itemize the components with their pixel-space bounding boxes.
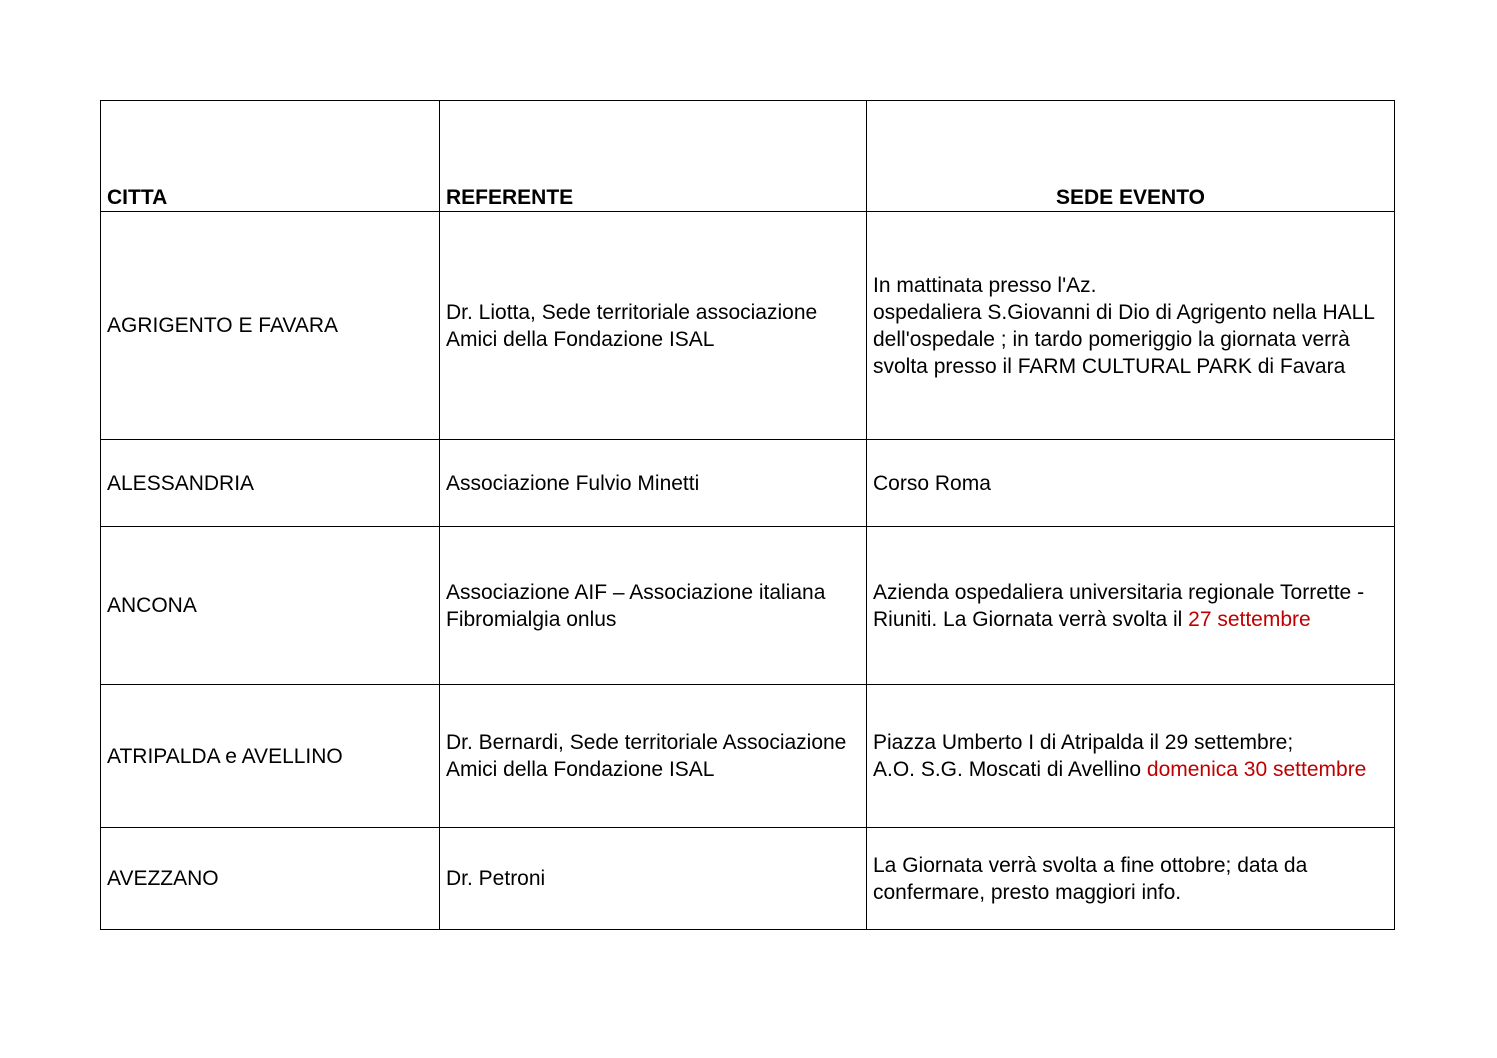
sede-text: A.O. S.G. Moscati di Avellino	[873, 758, 1147, 781]
header-citta: CITTA	[101, 101, 440, 212]
cell-referente: Dr. Petroni	[440, 828, 867, 930]
sede-line: In mattinata presso l'Az.	[873, 273, 1097, 297]
table-header-row	[101, 101, 1395, 212]
sede-line: Piazza Umberto I di Atripalda il 29 settembre;	[873, 731, 1294, 754]
cell-sede-evento	[867, 527, 1395, 685]
sede-text: Azienda ospedaliera universitaria regionale Torrette - Riuniti. La Giornata verrà svolta il	[873, 580, 1365, 631]
cell-sede-evento	[867, 212, 1395, 440]
sede-date-highlight: 27 settembre	[1188, 607, 1311, 631]
cell-sede-evento: Corso Roma	[867, 440, 1395, 527]
header-referente: REFERENTE	[440, 101, 867, 212]
table-row	[101, 440, 1395, 527]
cell-referente: Associazione AIF – Associazione italiana Fibromialgia onlus	[440, 527, 867, 685]
cell-citta: AVEZZANO	[101, 828, 440, 930]
cell-citta: ANCONA	[101, 527, 440, 685]
cell-referente: Dr. Bernardi, Sede territoriale Associazione Amici della Fondazione ISAL	[440, 685, 867, 828]
cell-citta: AGRIGENTO E FAVARA	[101, 212, 440, 440]
table-row	[101, 828, 1395, 930]
header-sede-evento: SEDE EVENTO	[867, 101, 1395, 212]
events-table	[100, 100, 1395, 930]
cell-sede-evento: La Giornata verrà svolta a fine ottobre; data da confermare, presto maggiori info.	[867, 828, 1395, 930]
cell-referente: Associazione Fulvio Minetti	[440, 440, 867, 527]
sede-date-highlight: domenica 30 settembre	[1146, 758, 1367, 781]
table-row	[101, 685, 1395, 828]
sede-line: ospedaliera S.Giovanni di Dio di Agrigento nella HALL dell'ospedale ; in tardo pomeriggio la giornata verrà svolta presso il FARM CULTURAL PARK di Favara	[873, 300, 1375, 378]
cell-citta: ATRIPALDA e AVELLINO	[101, 685, 440, 828]
table-row	[101, 527, 1395, 685]
cell-referente: Dr. Liotta, Sede territoriale associazione Amici della Fondazione ISAL	[440, 212, 867, 440]
cell-sede-evento	[867, 685, 1395, 828]
cell-citta: ALESSANDRIA	[101, 440, 440, 527]
table-row	[101, 212, 1395, 440]
